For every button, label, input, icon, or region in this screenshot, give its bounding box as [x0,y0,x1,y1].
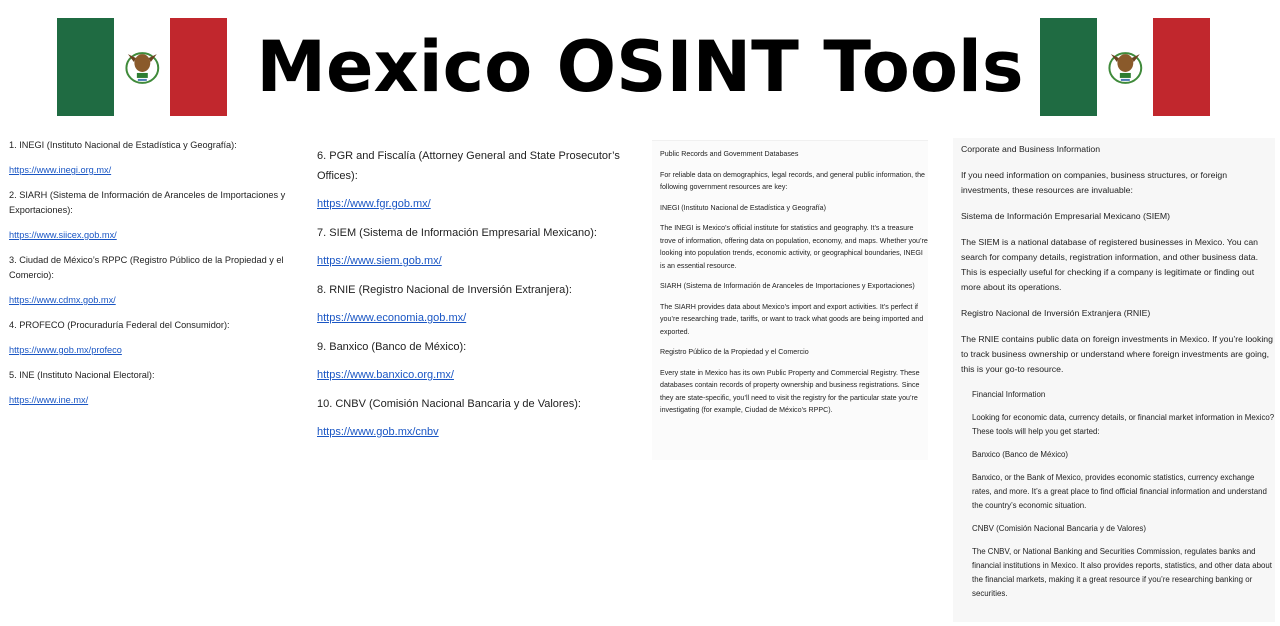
resource-description: The SIARH provides data about Mexico’s import and export activities. It’s perfect if you’re researching trade, tariffs, or want to track what goods are being imported and exported. [660,302,924,336]
link-cnbv[interactable]: https://www.gob.mx/cnbv [317,426,439,438]
link-label: 7. SIEM (Sistema de Información Empresarial Mexicano): [317,227,597,239]
mexican-flag-icon [1040,18,1210,116]
financial-subsection [961,388,1275,601]
link-banxico[interactable]: https://www.banxico.org.mx/ [317,369,454,381]
link-label: 3. Ciudad de México’s RPPC (Registro Público de la Propiedad y el Comercio): [9,255,284,280]
link-fgr[interactable]: https://www.fgr.gob.mx/ [317,198,431,210]
section-intro: If you need information on companies, business structures, or foreign investments, these resources are invaluable: [961,170,1228,195]
public-records-section [652,140,928,460]
link-siicex[interactable]: https://www.siicex.gob.mx/ [9,230,117,240]
resource-name: SIARH (Sistema de Información de Aranceles de Importaciones y Exportaciones) [660,282,915,290]
resource-description: The SIEM is a national database of registered businesses in Mexico. You can search for company details, registration information, and other business data. This is especially useful for checking if a company is legitimate or finding out more about its operations. [961,237,1258,292]
links-column-2 [317,146,637,451]
resource-name: Sistema de Información Empresarial Mexicano (SIEM) [961,211,1171,221]
link-label: 1. INEGI (Instituto Nacional de Estadística y Geografía): [9,140,237,150]
link-label: 4. PROFECO (Procuraduría Federal del Consumidor): [9,320,230,330]
link-label: 9. Banxico (Banco de México): [317,341,467,353]
resource-name: Registro Público de la Propiedad y el Comercio [660,348,809,356]
link-economia[interactable]: https://www.economia.gob.mx/ [317,312,467,324]
eagle-emblem-icon [114,18,171,116]
resource-description: The RNIE contains public data on foreign investments in Mexico. If you’re looking to track business ownership or understand where foreign investments are going, this is your go-to resource. [961,334,1273,374]
section-heading: Public Records and Government Databases [660,150,799,158]
section-heading: Corporate and Business Information [961,144,1101,154]
resource-description: The INEGI is Mexico’s official institute for statistics and geography. It’s a treasure trove of information, offering data on population, economy, and maps. Whether you’re looking into population trends, economic activity, or geographical boundaries, INEGI is an essential resource. [660,224,928,270]
resource-name: CNBV (Comisión Nacional Bancaria y de Valores) [972,524,1146,533]
link-profeco[interactable]: https://www.gob.mx/profeco [9,345,122,355]
section-intro: Looking for economic data, currency details, or financial market information in Mexico? These tools will help you get started: [972,413,1275,436]
link-inegi[interactable]: https://www.inegi.org.mx/ [9,165,112,175]
section-heading: Financial Information [972,390,1046,399]
eagle-emblem-icon [1097,18,1154,116]
link-label: 6. PGR and Fiscalía (Attorney General and State Prosecutor’s Offices): [317,150,620,182]
resource-description: The CNBV, or National Banking and Securities Commission, regulates banks and financial institutions in Mexico. It also provides reports, statistics, and other data about the financial markets, making it a great resource if you’re researching banking or securities. [972,547,1272,598]
page-title: Mexico OSINT Tools [256,26,1024,108]
link-label: 8. RNIE (Registro Nacional de Inversión Extranjera): [317,284,572,296]
link-label: 2. SIARH (Sistema de Información de Aranceles de Importaciones y Exportaciones): [9,190,286,215]
resource-name: Registro Nacional de Inversión Extranjera (RNIE) [961,308,1151,318]
link-cdmx[interactable]: https://www.cdmx.gob.mx/ [9,295,116,305]
link-label: 10. CNBV (Comisión Nacional Bancaria y de Valores): [317,398,581,410]
resource-description: Banxico, or the Bank of Mexico, provides economic statistics, currency exchange rates, and more. It’s a great place to find official financial information and understand the country’s economic situation. [972,473,1267,510]
links-column-1 [9,138,294,418]
resource-description: Every state in Mexico has its own Public Property and Commercial Registry. These databases contain records of property ownership and business registrations. Since they are state-specific, you’ll need to visit the registry for the particular state you’re investigating (for example, Ciudad de México’s RPPC). [660,368,920,414]
link-siem[interactable]: https://www.siem.gob.mx/ [317,255,442,267]
link-ine[interactable]: https://www.ine.mx/ [9,395,89,405]
section-intro: For reliable data on demographics, legal records, and general public information, the following government resources are key: [660,170,925,191]
resource-name: INEGI (Instituto Nacional de Estadística y Geografía) [660,203,826,212]
link-label: 5. INE (Instituto Nacional Electoral): [9,370,155,380]
mexican-flag-icon [57,18,227,116]
banner [0,0,1280,125]
corporate-financial-section [953,138,1275,622]
resource-name: Banxico (Banco de México) [972,450,1069,459]
